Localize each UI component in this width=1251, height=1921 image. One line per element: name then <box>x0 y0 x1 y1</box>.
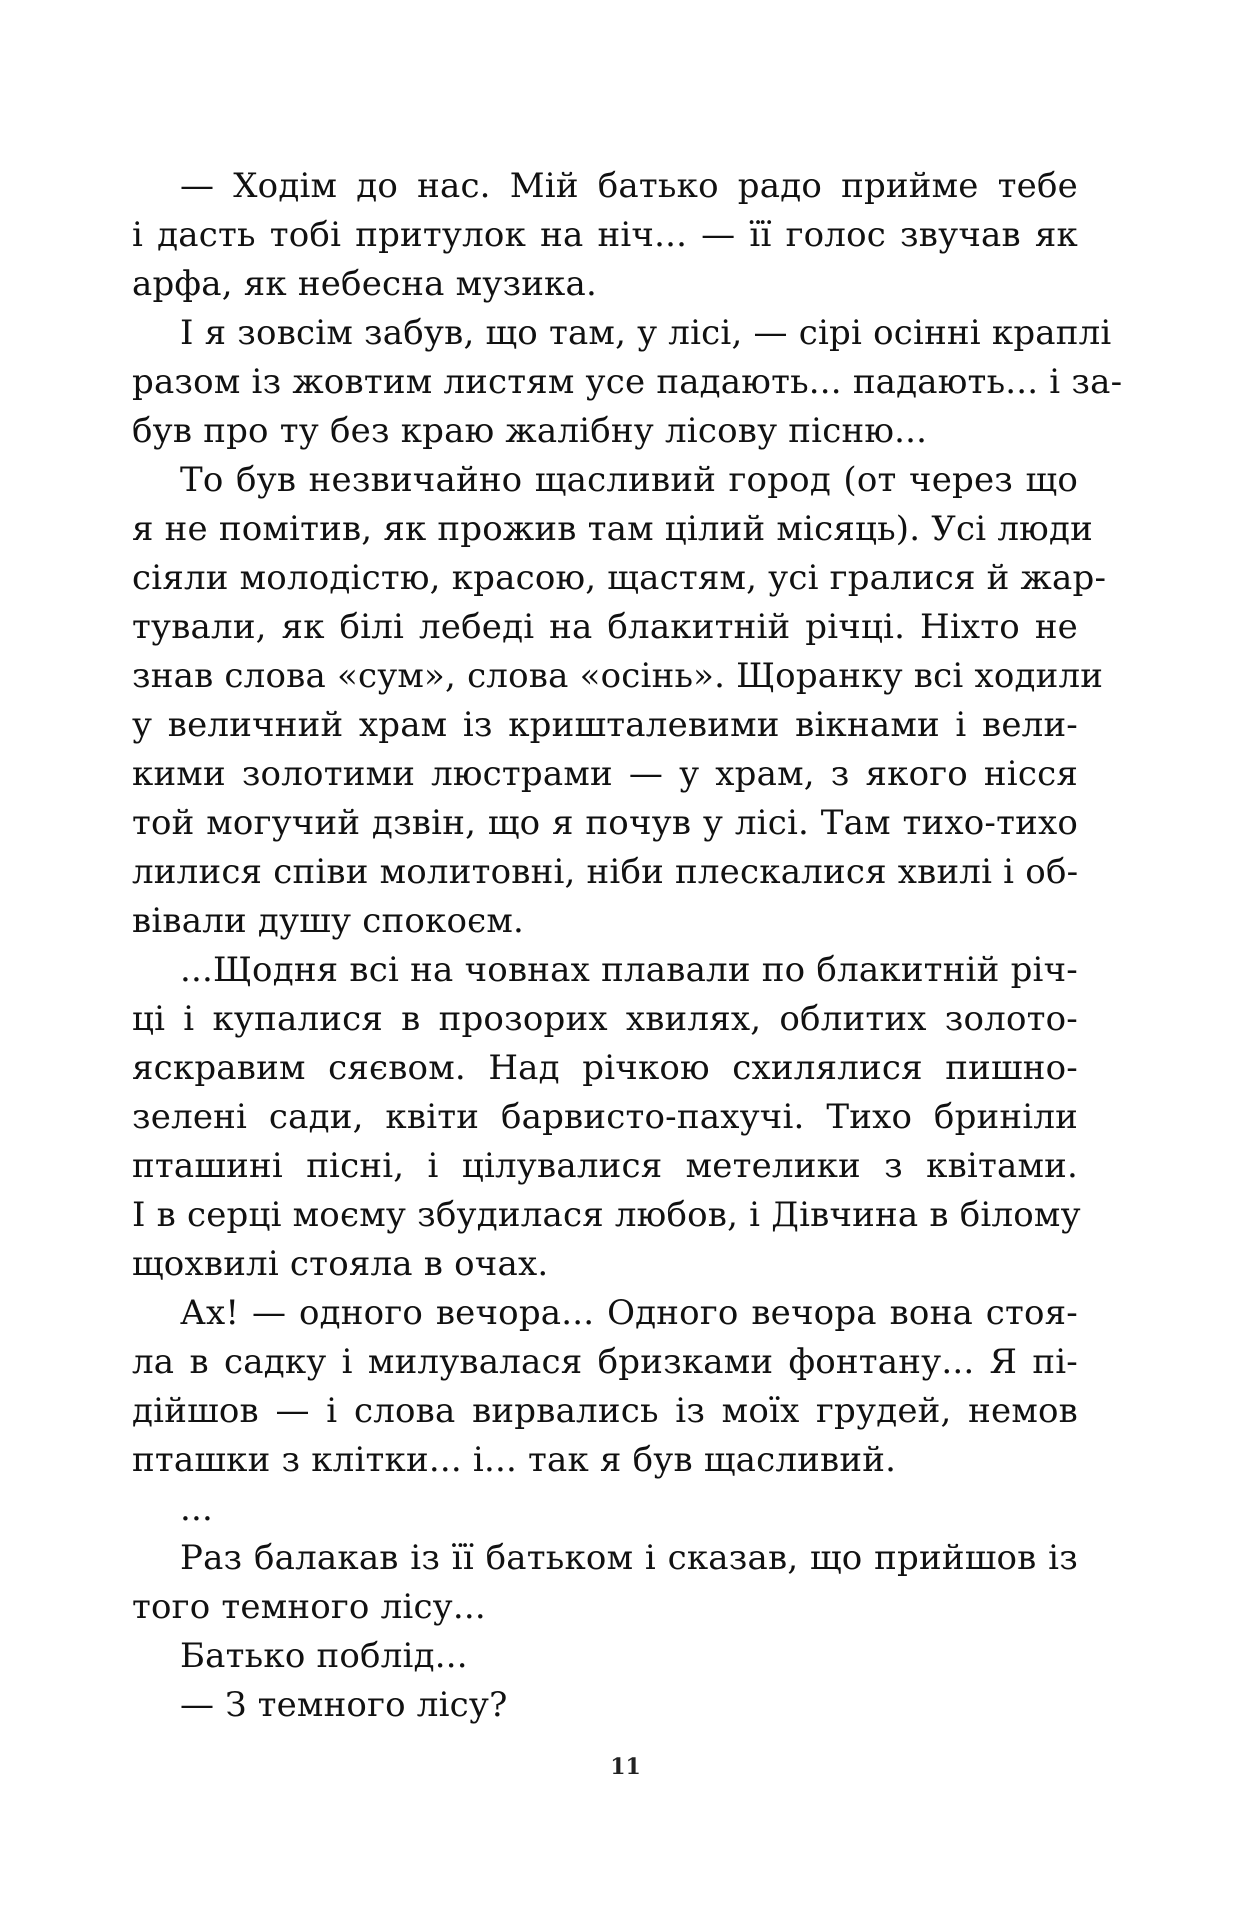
text-line: ...Щодня всі на човнах плавали по блакитній річ- <box>180 950 1078 990</box>
text-line: Раз балакав із її батьком і сказав, що прийшов із <box>180 1538 1078 1578</box>
text-line: щохвилі стояла в очах. <box>132 1244 549 1284</box>
text-line: Ах! — одного вечора... Одного вечора вона стоя- <box>180 1293 1078 1333</box>
text-line: пташині пісні, і цілувалися метелики з квітами. <box>132 1146 1078 1186</box>
text-line: разом із жовтим листям усе падають... падають... і за- <box>132 362 1123 402</box>
text-line: сіяли молодістю, красою, щастям, усі гралися й жар- <box>132 558 1107 598</box>
text-line: Батько поблід... <box>180 1636 468 1676</box>
page-number: 11 <box>610 1754 641 1780</box>
text-line: ... <box>180 1489 214 1529</box>
text-line: і дасть тобі притулок на ніч... — її голос звучав як <box>132 215 1078 255</box>
text-line: лилися співи молитовні, ніби плескалися хвилі і об- <box>132 852 1079 892</box>
text-line: ла в садку і милувалася бризками фонтану... Я пі- <box>132 1342 1078 1382</box>
body-text <box>132 162 1123 1730</box>
text-line: дійшов — і слова вирвались із моїх грудей, немов <box>132 1391 1078 1431</box>
text-line: кими золотими люстрами — у храм, з якого нісся <box>132 754 1078 794</box>
text-line: То був незвичайно щасливий город (от через що <box>180 460 1078 500</box>
text-line: тували, як білі лебеді на блакитній річці. Ніхто не <box>132 607 1078 647</box>
text-line: вівали душу спокоєм. <box>132 901 525 941</box>
text-line: І в серці моєму збудилася любов, і Дівчина в білому <box>132 1195 1081 1235</box>
text-line: у величний храм із кришталевими вікнами і вели- <box>132 705 1078 745</box>
text-line: І я зовсім забув, що там, у лісі, — сірі осінні краплі <box>180 313 1112 353</box>
text-line: був про ту без краю жалібну лісову пісню... <box>132 411 928 451</box>
text-line: зелені сади, квіти барвисто-пахучі. Тихо бриніли <box>132 1097 1078 1137</box>
text-line: — Ходім до нас. Мій батько радо прийме тебе <box>180 166 1078 206</box>
text-line: я не помітив, як прожив там цілий місяць). Усі люди <box>132 509 1093 549</box>
text-line: арфа, як небесна музика. <box>132 264 597 304</box>
text-line: ці і купалися в прозорих хвилях, облитих золото- <box>132 999 1078 1039</box>
text-line: знав слова «сум», слова «осінь». Щоранку всі ходили <box>132 656 1104 696</box>
text-line: — З темного лісу? <box>180 1685 508 1725</box>
text-line: пташки з клітки... і... так я був щасливий. <box>132 1440 897 1480</box>
text-line: того темного лісу... <box>132 1587 486 1627</box>
text-line: той могучий дзвін, що я почув у лісі. Там тихо-тихо <box>132 803 1078 843</box>
text-line: яскравим сяєвом. Над річкою схилялися пишно- <box>132 1048 1078 1088</box>
